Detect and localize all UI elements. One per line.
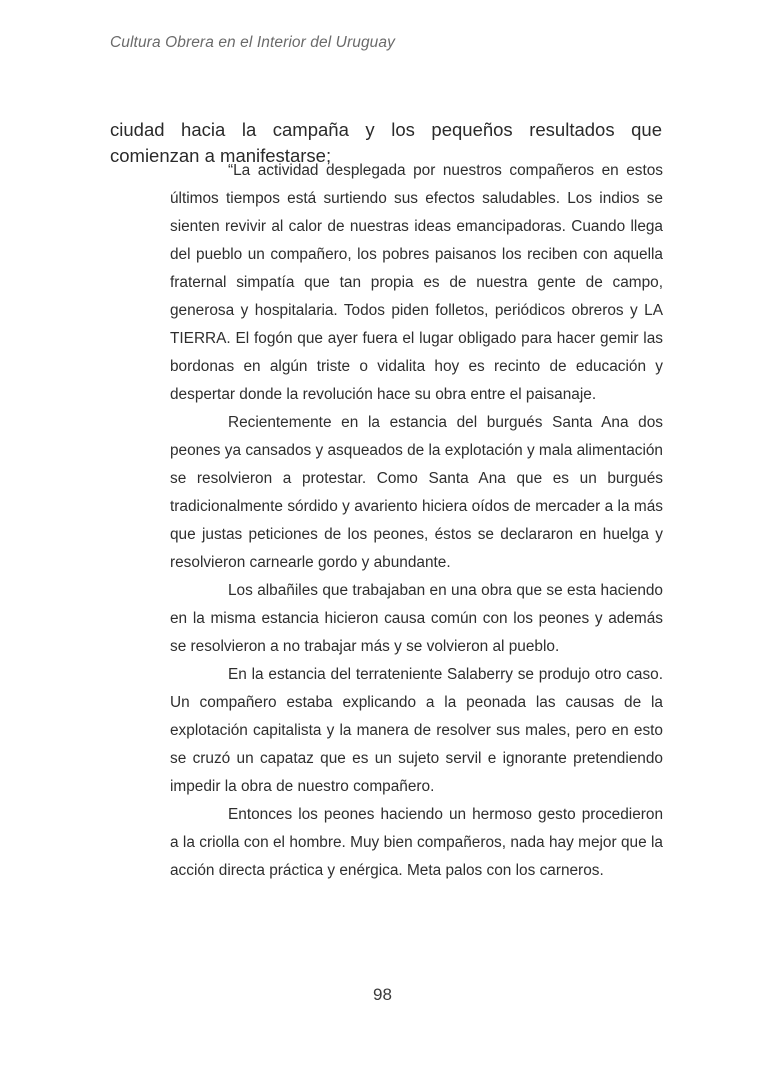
running-header: Cultura Obrera en el Interior del Uruguay xyxy=(110,34,395,51)
block-quote xyxy=(170,157,663,885)
page-number: 98 xyxy=(373,985,392,1004)
intro-paragraph: ciudad hacia la campaña y los pequeños resultados que comienzan a manifestarse; xyxy=(110,118,662,166)
quote-paragraph: En la estancia del terrateniente Salaberry se produjo otro caso. Un compañero estaba explicando a la peonada las causas de la explotación capitalista y la manera de resolver sus males, pero en esto se cruzó un capataz que es un sujeto servil e ignorante pretendiendo impedir la obra de nuestro compañero. xyxy=(170,666,663,795)
quote-paragraph: Entonces los peones haciendo un hermoso gesto procedieron a la criolla con el hombre. Muy bien compañeros, nada hay mejor que la acción directa práctica y enérgica. Meta palos con los carneros. xyxy=(170,806,663,879)
quote-paragraph: Recientemente en la estancia del burgués Santa Ana dos peones ya cansados y asqueados de la explotación y mala alimentación se resolvieron a protestar. Como Santa Ana que es un burgués tradicionalmente sórdido y avariento hiciera oídos de mercader a la más que justas peticiones de los peones, éstos se declararon en huelga y resolvieron carnearle gordo y abundante. xyxy=(170,414,663,571)
quote-paragraph: “La actividad desplegada por nuestros compañeros en estos últimos tiempos está surtiendo sus efectos saludables. Los indios se sienten revivir al calor de nuestras ideas emancipadoras. Cuando llega del pueblo un compañero, los pobres paisanos los reciben con aquella fraternal simpatía que tan propia es de nuestra gente de campo, generosa y hospitalaria. Todos piden folletos, periódicos obreros y LA TIERRA. El fogón que ayer fuera el lugar obligado para hacer gemir las bordonas en algún triste o vidalita hoy es recinto de educación y despertar donde la revolución hace su obra entre el paisanaje. xyxy=(170,162,663,403)
quote-paragraph: Los albañiles que trabajaban en una obra que se esta haciendo en la misma estancia hicieron causa común con los peones y además se resolvieron a no trabajar más y se volvieron al pueblo. xyxy=(170,582,663,655)
